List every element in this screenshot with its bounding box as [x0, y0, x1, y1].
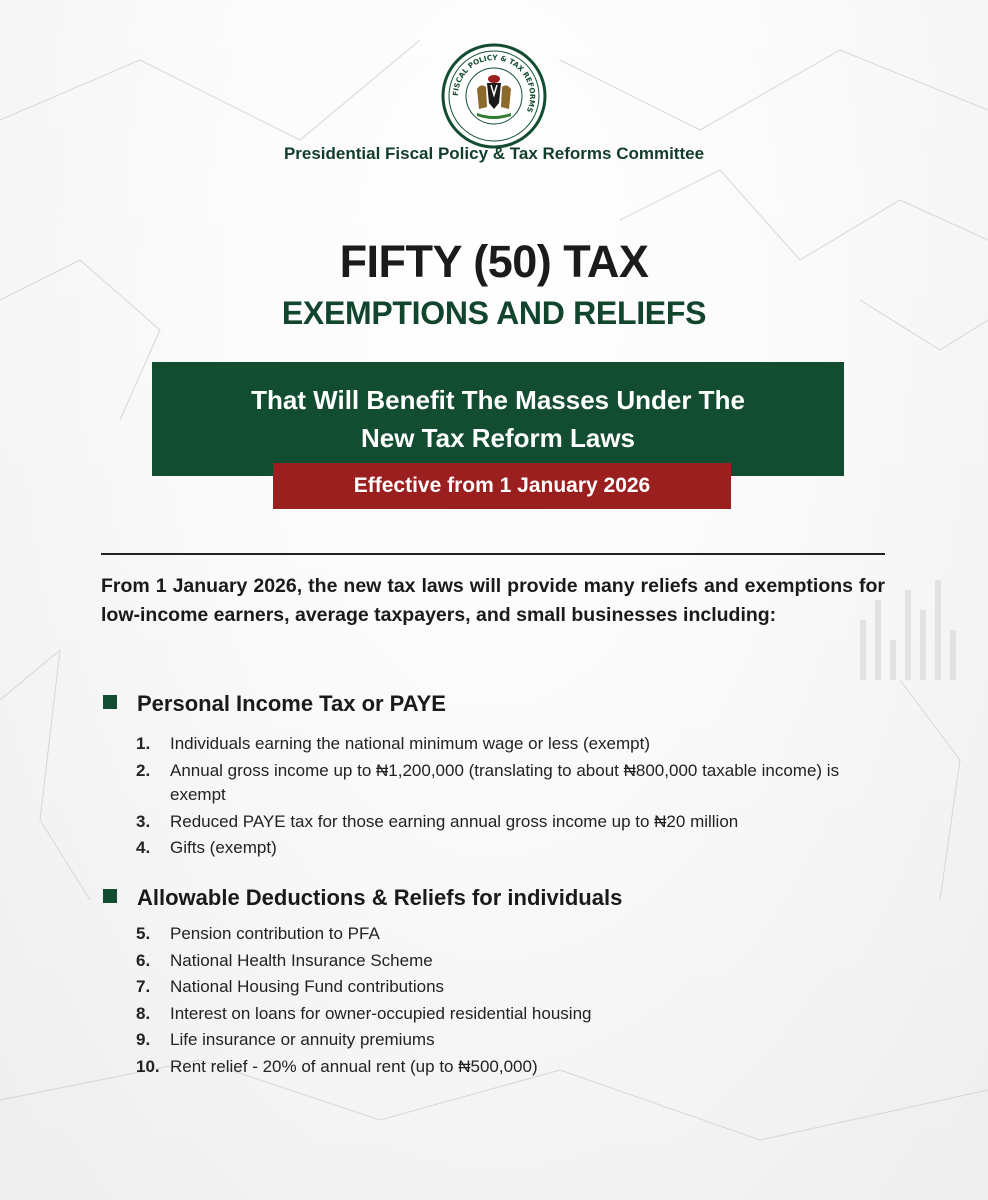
item-number: 2.: [136, 760, 151, 780]
square-bullet-icon: [103, 889, 117, 903]
item-text: Gifts (exempt): [170, 838, 277, 857]
effective-date-banner: Effective from 1 January 2026: [273, 463, 731, 509]
item-number: 10.: [136, 1056, 160, 1076]
committee-seal-logo: [441, 43, 547, 149]
item-text: National Health Insurance Scheme: [170, 950, 433, 970]
item-number: 3.: [136, 811, 151, 831]
item-text: Rent relief - 20% of annual rent (up to ₦500,000): [170, 1056, 538, 1076]
list-item: [136, 732, 896, 757]
item-number: 6.: [136, 950, 151, 970]
banner-line-1: That Will Benefit The Masses Under The: [251, 385, 745, 415]
banner-line-2: New Tax Reform Laws: [360, 423, 636, 453]
deductions-list: [136, 922, 896, 1081]
section-heading-text: Allowable Deductions & Reliefs for individuals: [137, 885, 623, 910]
section-heading-deductions: [103, 885, 903, 911]
item-text: National Housing Fund contributions: [170, 977, 445, 996]
item-number: 4.: [136, 838, 151, 857]
item-text: Individuals earning the national minimum wage or less (exempt): [170, 734, 651, 753]
divider: [101, 553, 885, 555]
section-heading-text: Personal Income Tax or PAYE: [137, 691, 446, 716]
list-item: [136, 975, 896, 1000]
item-number: 9.: [136, 1030, 151, 1049]
item-text: Annual gross income up to ₦1,200,000 (translating to about ₦800,000 taxable income) is exempt: [170, 760, 840, 804]
item-number: 7.: [136, 977, 151, 996]
item-number: 8.: [136, 1003, 151, 1023]
section-heading-paye: [103, 691, 903, 717]
paye-list: [136, 732, 896, 863]
list-item: [136, 810, 896, 835]
page-subtitle: EXEMPTIONS AND RELIEFS: [281, 295, 707, 331]
item-number: 5.: [136, 924, 151, 943]
item-text: Pension contribution to PFA: [170, 924, 380, 943]
list-item: [136, 1028, 896, 1053]
seal-text: FISCAL POLICY & TAX REFORMS: [450, 52, 538, 114]
item-number: 1.: [136, 734, 151, 753]
page-title: FIFTY (50) TAX: [339, 236, 649, 287]
list-item: [136, 1002, 896, 1027]
committee-name: Presidential Fiscal Policy & Tax Reforms Committee: [283, 144, 705, 163]
list-item: [136, 759, 896, 808]
green-banner: [152, 362, 844, 476]
list-item: [136, 922, 896, 947]
square-bullet-icon: [103, 695, 117, 709]
list-item: [136, 1055, 896, 1080]
item-text: Life insurance or annuity premiums: [170, 1030, 435, 1049]
intro-paragraph: From 1 January 2026, the new tax laws will provide many reliefs and exemptions for low-income earners, average taxpayers, and small businesses including:: [101, 575, 885, 626]
item-text: Interest on loans for owner-occupied residential housing: [170, 1003, 592, 1023]
item-text: Reduced PAYE tax for those earning annual gross income up to ₦20 million: [170, 811, 739, 831]
list-item: [136, 836, 896, 861]
list-item: [136, 949, 896, 974]
